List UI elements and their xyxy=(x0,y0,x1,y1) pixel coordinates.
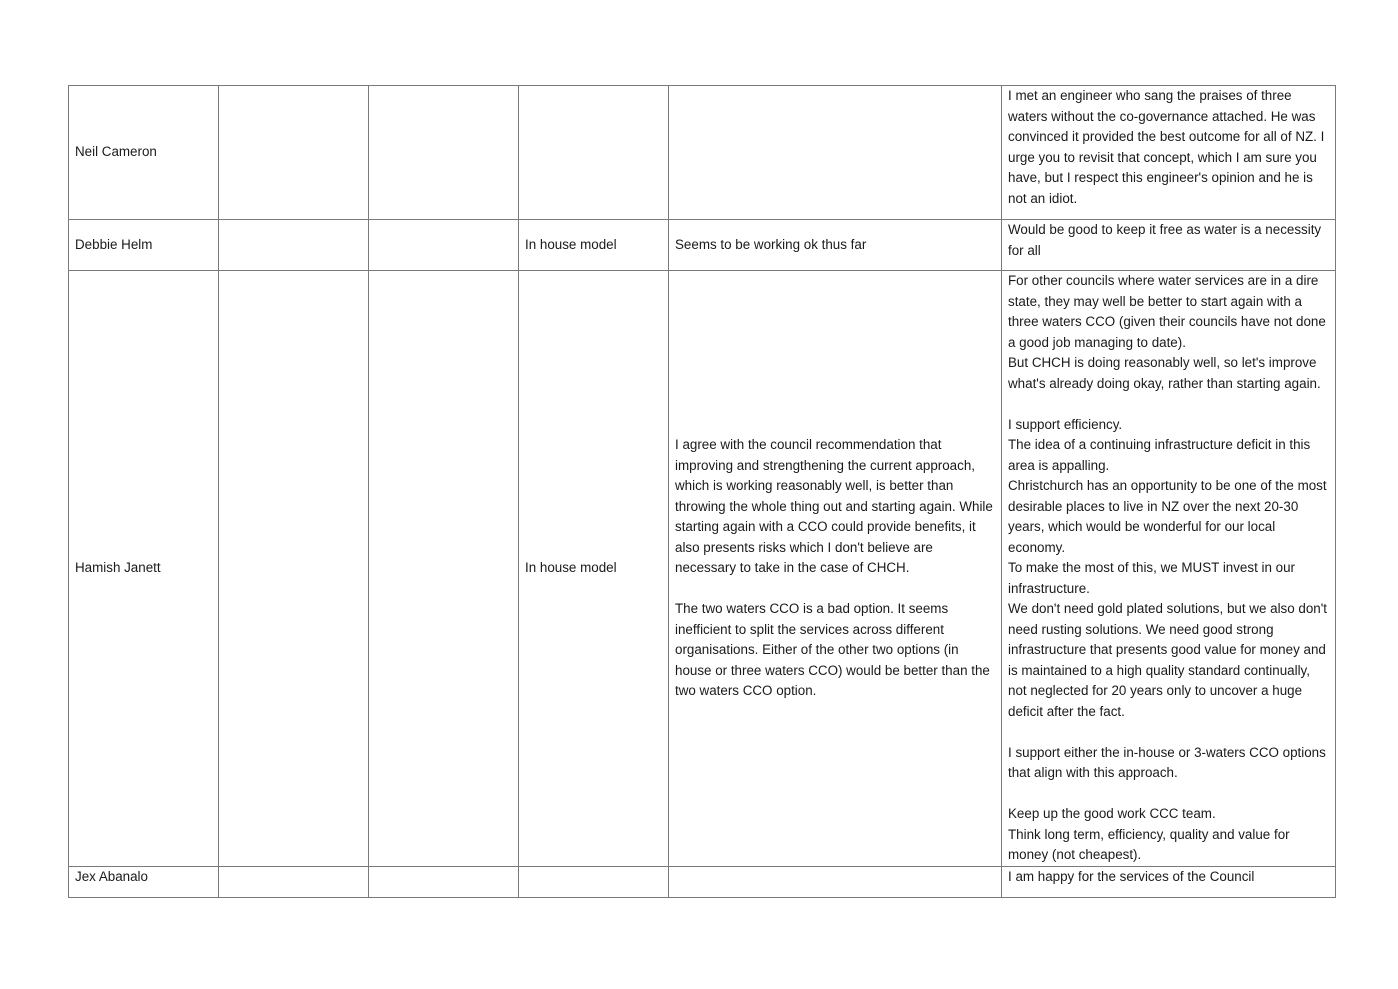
empty-cell xyxy=(369,86,519,220)
comment-cell: I met an engineer who sang the praises of three waters without the co-governance attached. He was convinced it provided the best outcome for all of NZ. I urge you to revisit that concept, which I am sure you have, but I respect this engineer's opinion and he is not an idiot. xyxy=(1002,86,1336,220)
empty-cell xyxy=(219,86,369,220)
empty-cell xyxy=(219,271,369,867)
submitter-name-cell: Jex Abanalo xyxy=(69,866,219,897)
reason-cell xyxy=(669,866,1002,897)
submitter-name-cell: Debbie Helm xyxy=(69,220,219,271)
comment-cell: Would be good to keep it free as water is a necessity for all xyxy=(1002,220,1336,271)
submissions-table xyxy=(68,85,1336,898)
preferred-model-cell xyxy=(519,866,669,897)
empty-cell xyxy=(369,220,519,271)
table-row xyxy=(69,271,1336,867)
empty-cell xyxy=(369,866,519,897)
table-row xyxy=(69,86,1336,220)
preferred-model-cell xyxy=(519,86,669,220)
submitter-name-cell: Hamish Janett xyxy=(69,271,219,867)
preferred-model-cell: In house model xyxy=(519,271,669,867)
preferred-model-cell: In house model xyxy=(519,220,669,271)
reason-cell: Seems to be working ok thus far xyxy=(669,220,1002,271)
submitter-name-cell: Neil Cameron xyxy=(69,86,219,220)
empty-cell xyxy=(219,220,369,271)
reason-cell: I agree with the council recommendation that improving and strengthening the current approach, which is working reasonably well, is better than throwing the whole thing out and starting again. While starting again with a CCO could provide benefits, it also presents risks which I don't believe are necessary to take in the case of CHCH. The two waters CCO is a bad option. It seems inefficient to split the services across different organisations. Either of the other two options (in house or three waters CCO) would be better than the two waters CCO option. xyxy=(669,271,1002,867)
empty-cell xyxy=(369,271,519,867)
table-row xyxy=(69,866,1336,897)
table-row xyxy=(69,220,1336,271)
comment-cell: For other councils where water services are in a dire state, they may well be better to start again with a three waters CCO (given their councils have not done a good job managing to date). But CHCH is doing reasonably well, so let's improve what's already doing okay, rather than starting again. I support efficiency. The idea of a continuing infrastructure deficit in this area is appalling. Christchurch has an opportunity to be one of the most desirable places to live in NZ over the next 20-30 years, which would be wonderful for our local economy. To make the most of this, we MUST invest in our infrastructure. We don't need gold plated solutions, but we also don't need rusting solutions. We need good strong infrastructure that presents good value for money and is maintained to a high quality standard continually, not neglected for 20 years only to uncover a huge deficit after the fact. I support either the in-house or 3-waters CCO options that align with this approach. Keep up the good work CCC team. Think long term, efficiency, quality and value for money (not cheapest). xyxy=(1002,271,1336,867)
empty-cell xyxy=(219,866,369,897)
comment-cell: I am happy for the services of the Council xyxy=(1002,866,1336,897)
reason-cell xyxy=(669,86,1002,220)
